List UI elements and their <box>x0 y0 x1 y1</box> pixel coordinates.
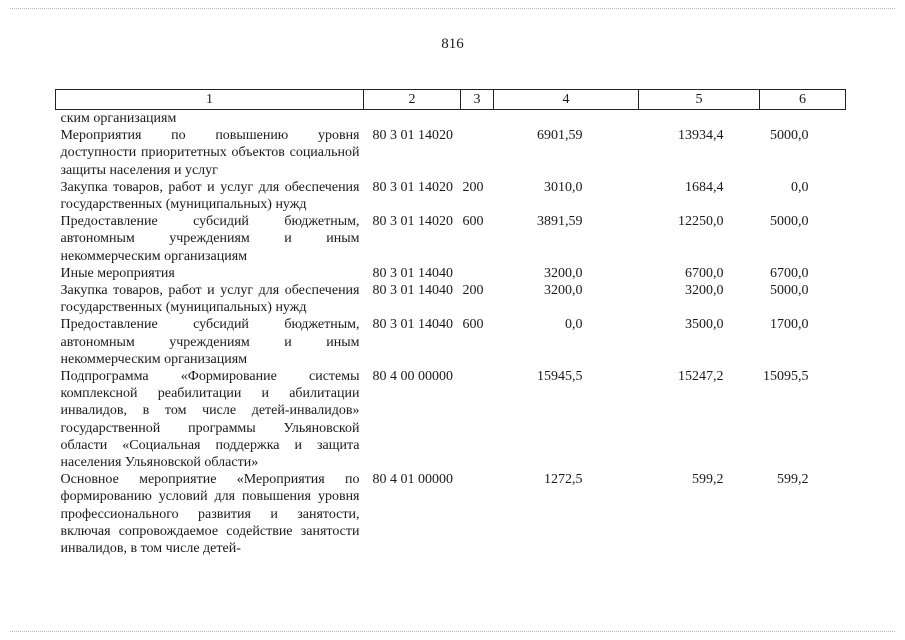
row-name-cell: Иные мероприятия <box>60 265 175 281</box>
row-expense-type-cell <box>461 368 494 471</box>
row-value-col6: 5000,0 <box>770 283 809 299</box>
header-row <box>56 90 846 110</box>
row-value-col4: 6901,59 <box>537 128 583 144</box>
table-row <box>56 265 846 282</box>
row-code-cell: 80 3 01 14040 <box>372 265 453 281</box>
row-name-cell: Подпрограмма «Формирование системы комплексной реабилитации и абилитации инвалидов, в том числе детей-инвалидов» государственной программы Ульяновской области «Социальная поддержка и защита населения Ульяновской области» <box>60 369 360 471</box>
row-expense-type-cell <box>461 265 494 282</box>
table-row <box>56 110 846 128</box>
row-name-cell: Закупка товаров, работ и услуг для обеспечения государственных (муниципальных) нужд <box>60 283 360 316</box>
row-value-col6: 6700,0 <box>770 265 809 281</box>
row-code-cell: 80 3 01 14020 <box>372 128 453 144</box>
row-value-col6: 599,2 <box>777 472 809 488</box>
row-value-col6: 0,0 <box>791 179 809 195</box>
row-name-cell: Предоставление субсидий бюджетным, автономным учреждениям и иным некоммерческим организациям <box>60 214 360 264</box>
row-code-cell: 80 3 01 14020 <box>372 179 453 195</box>
table-row <box>56 179 846 213</box>
row-value-col4: 3200,0 <box>544 265 583 281</box>
table-row <box>56 368 846 471</box>
row-code-cell: 80 4 00 00000 <box>372 369 453 385</box>
row-value-col4: 0,0 <box>565 317 583 333</box>
row-value-col6: 1700,0 <box>770 317 809 333</box>
table-row <box>56 316 846 368</box>
row-name-cell: Основное мероприятие «Мероприятия по формированию условий для повышения уровня профессионального развития и занятости, включая сопровождаемое содействие занятости инвалидов, в том числе детей- <box>60 472 360 557</box>
header-col-3: 3 <box>461 90 494 110</box>
row-name-cell: ским организациям <box>60 111 177 126</box>
row-value-col5: 15247,2 <box>678 369 724 385</box>
row-expense-type-cell: 200 <box>462 179 484 195</box>
row-code-cell: 80 3 01 14020 <box>372 214 453 230</box>
row-expense-type-cell <box>461 110 494 128</box>
row-value-col6: 5000,0 <box>770 128 809 144</box>
header-col-4: 4 <box>494 90 639 110</box>
row-name-cell: Предоставление субсидий бюджетным, автономным учреждениям и иным некоммерческим организациям <box>60 317 360 367</box>
table-row <box>56 282 846 316</box>
row-value-col4: 1272,5 <box>544 472 583 488</box>
table-body <box>56 110 846 558</box>
row-code-cell: 80 3 01 14040 <box>372 283 453 299</box>
row-value-col5: 599,2 <box>692 472 724 488</box>
table-row <box>56 213 846 265</box>
row-value-col5 <box>639 110 760 128</box>
row-value-col6: 15095,5 <box>763 369 809 385</box>
row-value-col4: 3010,0 <box>544 179 583 195</box>
header-col-2: 2 <box>364 90 461 110</box>
row-value-col5: 3200,0 <box>685 283 724 299</box>
row-value-col6: 5000,0 <box>770 214 809 230</box>
row-name-cell: Закупка товаров, работ и услуг для обеспечения государственных (муниципальных) нужд <box>60 179 360 213</box>
row-expense-type-cell: 600 <box>462 214 484 230</box>
row-code-cell: 80 3 01 14040 <box>372 317 453 333</box>
table-row <box>56 471 846 557</box>
row-value-col5: 6700,0 <box>685 265 724 281</box>
budget-table <box>55 89 846 557</box>
scan-artifact-top <box>10 8 895 10</box>
row-name-cell: Мероприятия по повышению уровня доступности приоритетных объектов социальной защиты населения и услуг <box>60 128 360 178</box>
row-value-col4: 3891,59 <box>537 214 583 230</box>
row-code-cell: 80 4 01 00000 <box>372 472 453 488</box>
header-col-5: 5 <box>639 90 760 110</box>
row-value-col5: 1684,4 <box>685 179 724 195</box>
row-value-col5: 3500,0 <box>685 317 724 333</box>
row-expense-type-cell: 200 <box>462 283 484 299</box>
header-col-6: 6 <box>760 90 846 110</box>
table-row <box>56 127 846 179</box>
row-expense-type-cell <box>461 127 494 179</box>
row-value-col4 <box>494 110 639 128</box>
budget-table-container <box>55 89 845 557</box>
page-number: 816 <box>441 36 464 52</box>
row-value-col4: 3200,0 <box>544 283 583 299</box>
table-header <box>56 90 846 110</box>
row-value-col6 <box>760 110 846 128</box>
row-code-cell <box>364 110 461 128</box>
row-value-col5: 12250,0 <box>678 214 724 230</box>
row-expense-type-cell <box>461 471 494 557</box>
row-expense-type-cell: 600 <box>462 317 484 333</box>
row-value-col5: 13934,4 <box>678 128 724 144</box>
scan-artifact-bottom <box>10 631 895 633</box>
row-value-col4: 15945,5 <box>537 369 583 385</box>
header-col-1: 1 <box>56 90 364 110</box>
